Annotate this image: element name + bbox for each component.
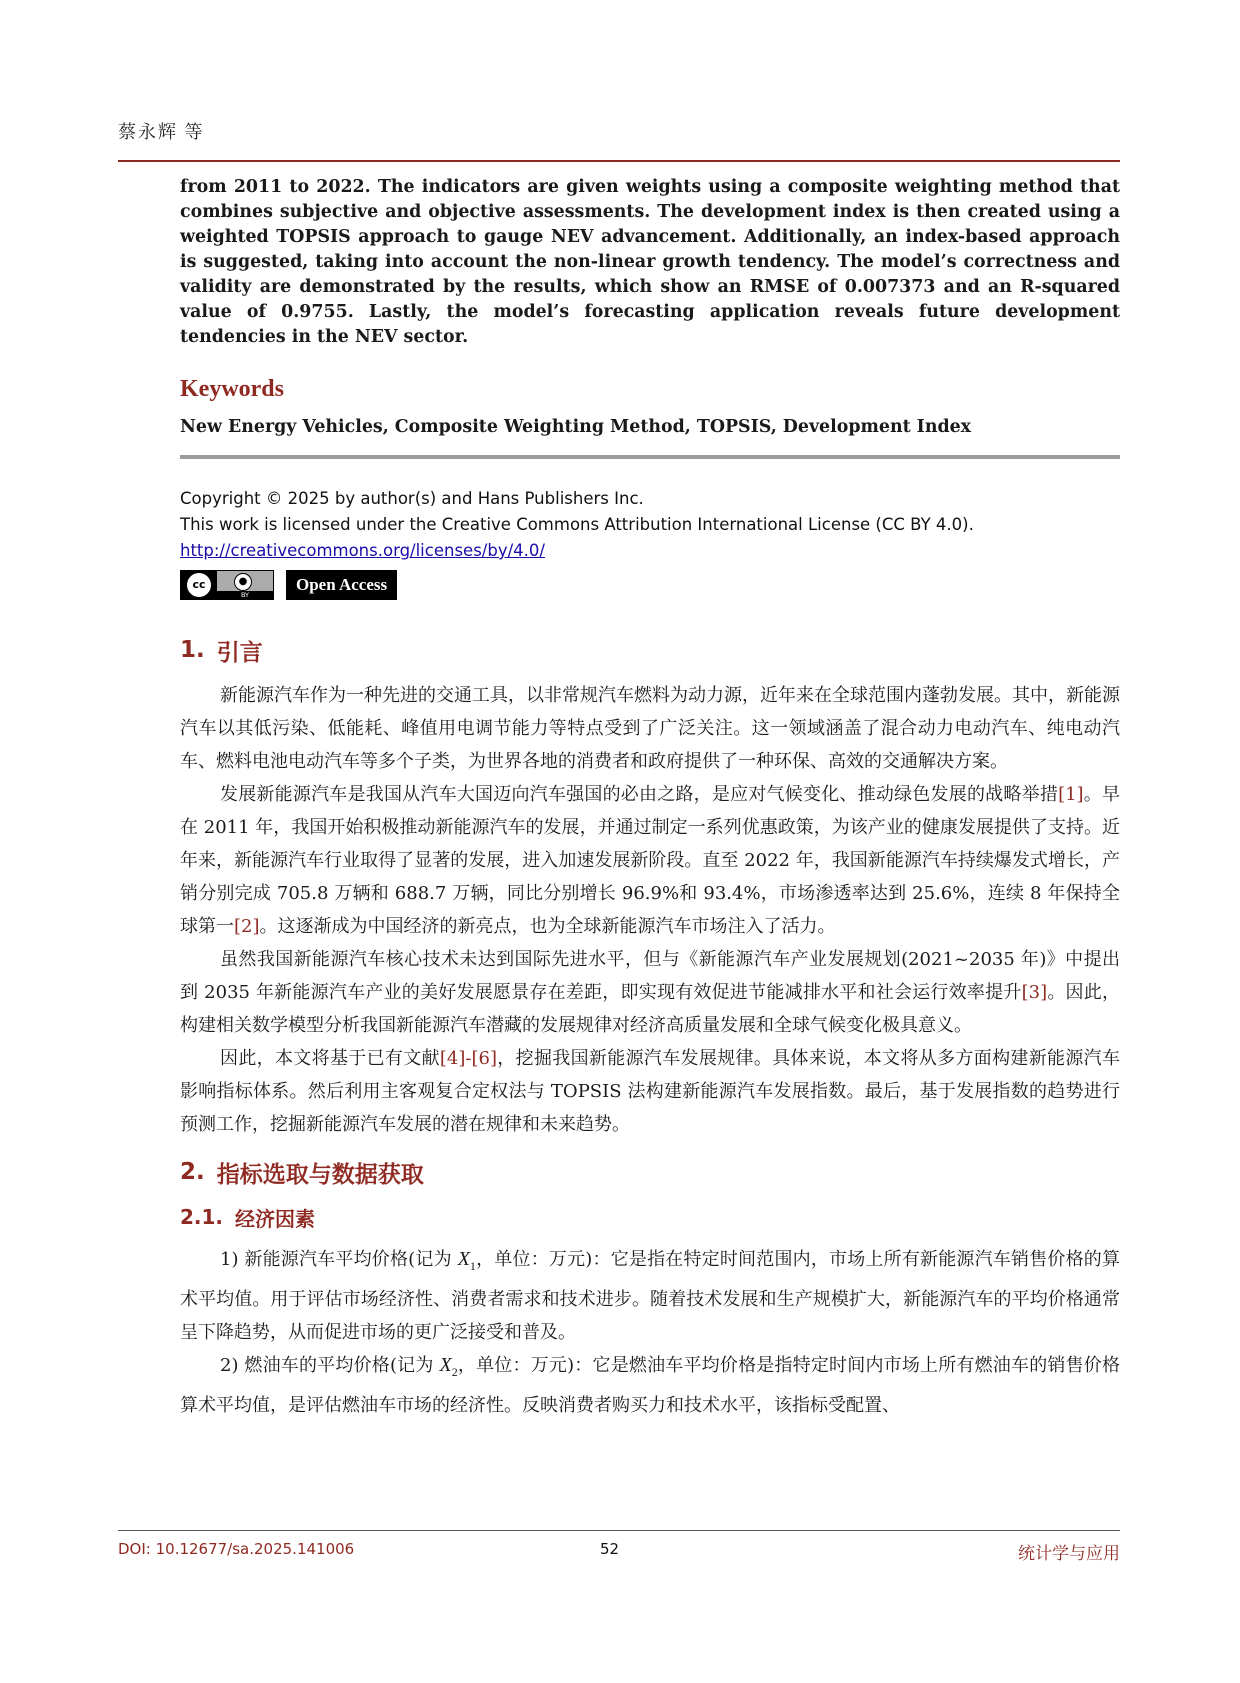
text-run: 发展新能源汽车是我国从汽车大国迈向汽车强国的必由之路，是应对气候变化、推动绿色发展的战略举措 [220,784,1059,805]
keywords-text: New Energy Vehicles, Composite Weighting Method, TOPSIS, Development Index [180,417,972,437]
license-block [180,486,1120,601]
text-run: 2) 燃油车的平均价格(记为 [220,1355,440,1376]
cc-by-badge[interactable] [180,570,274,600]
citation-link[interactable]: [1] [1058,784,1084,805]
variable-symbol: X [439,1354,452,1376]
variable-x1 [457,1248,476,1273]
section-title: 指标选取与数据获取 [216,1161,424,1188]
footer-doi[interactable]: DOI: 10.12677/sa.2025.141006 [118,1540,355,1558]
section-2-1-heading [180,1201,1120,1233]
abstract-continuation: from 2011 to 2022. The indicators are given weights using a composite weighting method that combines subjective and objective assessments. The development index is then created using a weighted TOPSIS approach to gauge NEV advancement. Additionally, an index-based approach is suggested, taking into account the non-linear growth tendency. The model’s correctness and validity are demonstrated by the results, which show an RMSE of 0.007373 and an R-squared value of 0.9755. Lastly, the model’s forecasting application reveals future development tendencies in the NEV sector. [180,177,1120,347]
text-run: 。这逐渐成为中国经济的新亮点，也为全球新能源汽车市场注入了活力。 [259,916,836,937]
license-statement: This work is licensed under the Creative Commons Attribution International License (CC BY 4.0). [180,515,974,534]
keywords-heading: Keywords [180,376,284,402]
running-head: 蔡永辉 等 [118,122,205,142]
by-icon-area [217,571,273,599]
paragraph-2 [180,778,1120,943]
section-2-heading [180,1155,1120,1189]
header-rule [118,160,1120,162]
paragraph-4 [180,1042,1120,1141]
open-access-badge: Open Access [286,570,397,600]
by-label: BY [217,591,273,599]
text-run: 因此，本文将基于已有文献 [220,1048,440,1069]
subsection-number: 2.1. [180,1205,224,1229]
cc-logo-icon [181,571,217,599]
variable-x2 [439,1354,458,1379]
text-run: 。早在 2011 年，我国开始积极推动新能源汽车的发展，并通过制定一系列优惠政策，为该产业的健康发展提供了支持。近年来，新能源汽车行业取得了显著的发展，进入加速发展新阶段。直至 2022 年，我国新能源汽车持续爆发式增长，产销分别完成 705.8 万辆和 688.7 万辆，同比分别增长 96.9%和 93.4%，市场渗透率达到 25.6%，连续 8 年保持全球第一 [180,784,1120,937]
page-number: 52 [600,1540,620,1558]
paragraph-3 [180,943,1120,1042]
license-link[interactable]: http://creativecommons.org/licenses/by/4.0/ [180,541,545,560]
license-badges [180,569,1120,601]
variable-subscript: 2 [451,1365,458,1379]
section-title: 引言 [216,639,263,666]
journal-name: 统计学与应用 [1018,1544,1120,1564]
section-number: 1. [180,637,205,663]
section-1-heading [180,633,1120,667]
variable-subscript: 1 [469,1259,476,1273]
citation-link[interactable]: [3] [1021,982,1048,1003]
text-run: 虽然我国新能源汽车核心技术未达到国际先进水平，但与《新能源汽车产业发展规划(2021~2035 年)》中提出到 2035 年新能源汽车产业的美好发展愿景存在差距，即实现有效促进节能减排水平和社会运行效率提升 [180,949,1120,1003]
citation-link[interactable]: [4]-[6] [439,1048,497,1069]
content [180,175,1120,1422]
text-run: ，单位：万元)：它是指在特定时间范围内，市场上所有新能源汽车销售价格的算术平均值。用于评估市场经济性、消费者需求和技术进步。随着技术发展和生产规模扩大，新能源汽车的平均价格通常呈下降趋势，从而促进市场的更广泛接受和普及。 [180,1249,1120,1343]
variable-symbol: X [457,1248,470,1270]
text-run: 1) 新能源汽车平均价格(记为 [220,1249,458,1270]
list-item-2 [180,1349,1120,1422]
paragraph-1: 新能源汽车作为一种先进的交通工具，以非常规汽车燃料为动力源，近年来在全球范围内蓬勃发展。其中，新能源汽车以其低污染、低能耗、峰值用电调节能力等特点受到了广泛关注。这一领域涵盖了混合动力电动汽车、纯电动汽车、燃料电池电动汽车等多个子类，为世界各地的消费者和政府提供了一种环保、高效的交通解决方案。 [180,685,1120,772]
cc-circle: cc [187,573,211,597]
copyright-line: Copyright © 2025 by author(s) and Hans Publishers Inc. [180,489,644,508]
list-item-1 [180,1243,1120,1349]
attribution-person-icon: ● [234,573,252,591]
section-number: 2. [180,1159,205,1185]
subsection-title: 经济因素 [235,1206,316,1231]
footer-rule [118,1530,1120,1531]
text-run: ，单位：万元)：它是燃油车平均价格是指特定时间内市场上所有燃油车的销售价格算术平均值，是评估燃油车市场的经济性。反映消费者购买力和技术水平，该指标受配置、 [180,1355,1120,1416]
citation-link[interactable]: [2] [234,916,260,937]
text-run: ，挖掘我国新能源汽车发展规律。具体来说，本文将从多方面构建新能源汽车影响指标体系。然后利用主客观复合定权法与 TOPSIS 法构建新能源汽车发展指数。最后，基于发展指数的趋势进行预测工作，挖掘新能源汽车发展的潜在规律和未来趋势。 [180,1048,1121,1135]
text-run: 。因此，构建相关数学模型分析我国新能源汽车潜藏的发展规律对经济高质量发展和全球气候变化极具意义。 [180,982,1121,1036]
keywords-rule [180,455,1120,459]
